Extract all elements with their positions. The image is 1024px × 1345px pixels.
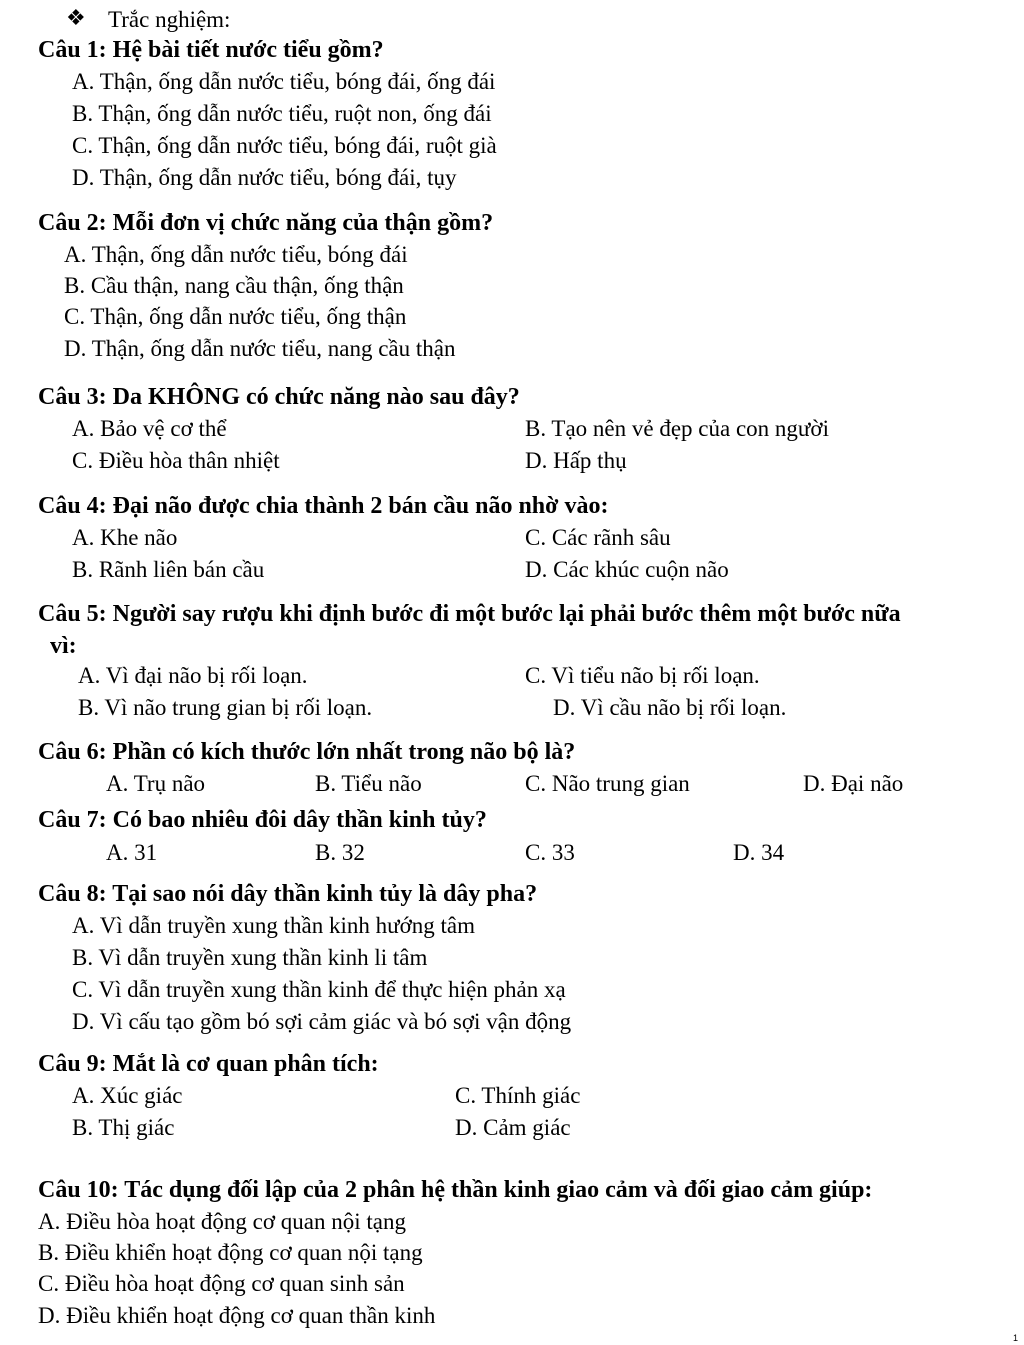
q8-option-a: A. Vì dẫn truyền xung thần kinh hướng tâm <box>72 913 476 938</box>
q6-option-d: D. Đại não <box>803 771 904 796</box>
q10-option-a: A. Điều hòa hoạt động cơ quan nội tạng <box>38 1209 406 1234</box>
q4-option-b: B. Rãnh liên bán cầu <box>72 557 265 582</box>
q7-option-d: D. 34 <box>733 840 785 865</box>
question-5-continuation: vì: <box>50 633 77 659</box>
q1-option-a: A. Thận, ống dẫn nước tiểu, bóng đái, ống đái <box>72 69 496 94</box>
q2-option-c: C. Thận, ống dẫn nước tiểu, ống thận <box>64 304 407 329</box>
section-title: Trắc nghiệm: <box>108 7 231 32</box>
q6-option-a: A. Trụ não <box>106 771 206 796</box>
q3-option-a: A. Bảo vệ cơ thể <box>72 416 227 441</box>
q4-option-a: A. Khe não <box>72 525 178 550</box>
question-7: Câu 7: Có bao nhiêu đôi dây thần kinh tủy? <box>38 807 487 833</box>
q5-option-a: A. Vì đại não bị rối loạn. <box>78 663 308 688</box>
q5-option-d: D. Vì cầu não bị rối loạn. <box>553 695 787 720</box>
q10-option-d: D. Điều khiển hoạt động cơ quan thần kinh <box>38 1303 436 1328</box>
q10-option-b: B. Điều khiển hoạt động cơ quan nội tạng <box>38 1240 423 1265</box>
question-4: Câu 4: Đại não được chia thành 2 bán cầu não nhờ vào: <box>38 493 609 519</box>
q7-option-a: A. 31 <box>106 840 158 865</box>
question-9: Câu 9: Mắt là cơ quan phân tích: <box>38 1051 379 1077</box>
q6-option-c: C. Não trung gian <box>525 771 690 796</box>
q10-option-c: C. Điều hòa hoạt động cơ quan sinh sản <box>38 1271 405 1296</box>
q1-option-c: C. Thận, ống dẫn nước tiểu, bóng đái, ruột già <box>72 133 497 158</box>
question-2: Câu 2: Mỗi đơn vị chức năng của thận gồm? <box>38 210 494 236</box>
q4-option-c: C. Các rãnh sâu <box>525 525 671 550</box>
q3-option-b: B. Tạo nên vẻ đẹp của con người <box>525 416 829 441</box>
q9-option-b: B. Thị giác <box>72 1115 175 1140</box>
question-6: Câu 6: Phần có kích thước lớn nhất trong não bộ là? <box>38 739 576 765</box>
q2-option-b: B. Cầu thận, nang cầu thận, ống thận <box>64 273 404 298</box>
question-8: Câu 8: Tại sao nói dây thần kinh tủy là dây pha? <box>38 881 538 907</box>
q7-option-b: B. 32 <box>315 840 365 865</box>
diamond-bullet-icon: ❖ <box>66 5 86 30</box>
q2-option-a: A. Thận, ống dẫn nước tiểu, bóng đái <box>64 242 408 267</box>
q1-option-b: B. Thận, ống dẫn nước tiểu, ruột non, ống đái <box>72 101 492 126</box>
q3-option-c: C. Điều hòa thân nhiệt <box>72 448 280 473</box>
q5-option-c: C. Vì tiểu não bị rối loạn. <box>525 663 760 688</box>
question-5: Câu 5: Người say rượu khi định bước đi một bước lại phải bước thêm một bước nữa <box>38 601 901 627</box>
q1-option-d: D. Thận, ống dẫn nước tiểu, bóng đái, tụy <box>72 165 457 190</box>
question-3: Câu 3: Da KHÔNG có chức năng nào sau đây? <box>38 384 520 410</box>
question-1: Câu 1: Hệ bài tiết nước tiểu gồm? <box>38 37 384 63</box>
q8-option-d: D. Vì cấu tạo gồm bó sợi cảm giác và bó sợi vận động <box>72 1009 572 1034</box>
q7-option-c: C. 33 <box>525 840 575 865</box>
q6-option-b: B. Tiểu não <box>315 771 422 796</box>
q3-option-d: D. Hấp thụ <box>525 448 627 473</box>
q2-option-d: D. Thận, ống dẫn nước tiểu, nang cầu thận <box>64 336 456 361</box>
page-number: 1 <box>1012 1333 1018 1343</box>
question-10: Câu 10: Tác dụng đối lập của 2 phân hệ thần kinh giao cảm và đối giao cảm giúp: <box>38 1177 873 1203</box>
q9-option-c: C. Thính giác <box>455 1083 581 1108</box>
q9-option-a: A. Xúc giác <box>72 1083 183 1108</box>
q4-option-d: D. Các khúc cuộn não <box>525 557 729 582</box>
q8-option-c: C. Vì dẫn truyền xung thần kinh để thực hiện phản xạ <box>72 977 566 1002</box>
q8-option-b: B. Vì dẫn truyền xung thần kinh li tâm <box>72 945 428 970</box>
q9-option-d: D. Cảm giác <box>455 1115 571 1140</box>
q5-option-b: B. Vì não trung gian bị rối loạn. <box>78 695 373 720</box>
